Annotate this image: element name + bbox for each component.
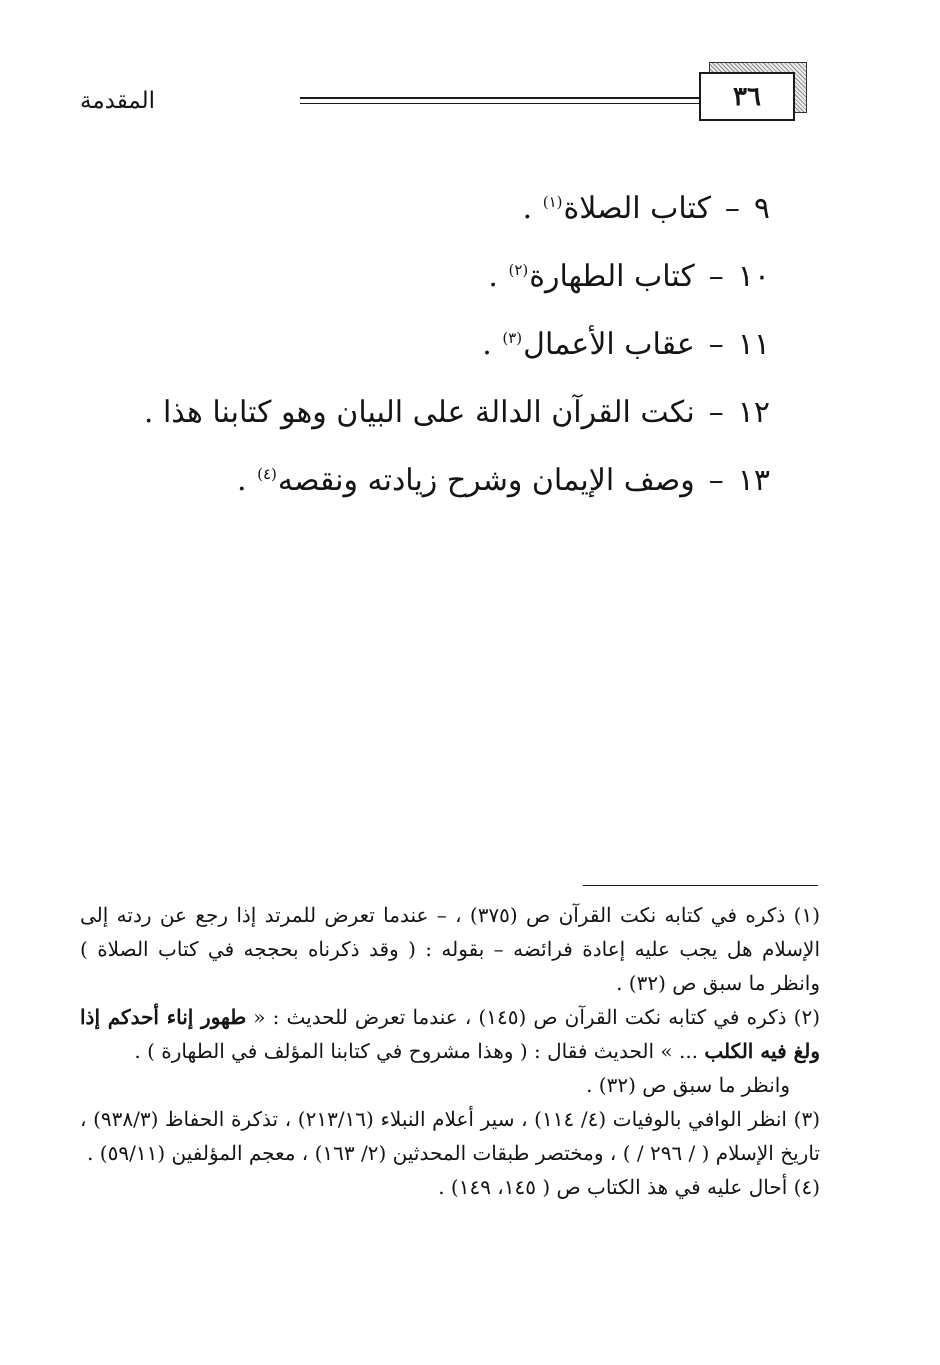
footnote-1: (١) ذكره في كتابه نكت القرآن ص (٣٧٥) ، – عندما تعرض للمرتد إذا رجع عن ردته إلى الإسلام هل يجب عليه إعادة فرائضه – بقوله : ( وقد ذكرناه بحججه في كتاب الصلاة ) وانظر ما سبق ص (٣٢) . <box>80 903 820 995</box>
list-item <box>150 182 770 229</box>
footnote-2 <box>80 1000 820 1068</box>
list-item <box>150 250 770 297</box>
item-end: . <box>522 191 542 226</box>
footnote-ref: (٢) <box>508 261 529 279</box>
item-number: ١٢ <box>737 395 770 430</box>
footnote-2-text-b: ... » الحديث فقال : ( وهذا مشروح في كتابنا المؤلف في الطهارة ) . <box>134 1039 705 1063</box>
section-title: المقدمة <box>80 88 156 114</box>
footnote-3: (٣) انظر الوافي بالوفيات (٤/ ١١٤) ، سير أعلام النبلاء (٢١٣/١٦) ، تذكرة الحفاظ (٩٣٨/٣) ، تاريخ الإسلام ( / ٢٩٦ / ) ، ومختصر طبقات المحدثين (٢/ ١٦٣) ، معجم المؤلفين (٥٩/١١) . <box>80 1107 820 1165</box>
footnote-2-hadith: طهور إناء أحدكم إذا ولغ فيه الكلب <box>80 1005 820 1063</box>
item-end: . <box>488 259 508 294</box>
footnote-separator <box>583 885 818 886</box>
footnotes <box>80 898 820 1204</box>
footnote-ref: (٣) <box>502 329 523 347</box>
item-number: ١١ <box>737 327 770 362</box>
item-number: ١٠ <box>737 259 770 294</box>
item-dash: – <box>708 395 724 430</box>
list-item <box>150 318 770 365</box>
item-end: . <box>237 463 257 498</box>
item-dash: – <box>724 191 740 226</box>
list-item <box>143 386 770 433</box>
item-dash: – <box>708 259 724 294</box>
footnote-ref: (٤) <box>257 465 277 483</box>
item-dash: – <box>708 463 724 498</box>
item-number: ٩ <box>753 191 770 226</box>
item-text: وصف الإيمان وشرح زيادته ونقصه <box>277 463 695 498</box>
footnote-4: (٤) أحال عليه في هذ الكتاب ص ( ١٤٥، ١٤٩) . <box>438 1175 820 1199</box>
header-rule-thick <box>300 97 700 99</box>
page-number: ٣٦ <box>733 81 761 112</box>
list-item <box>150 454 770 501</box>
header-rule-thin <box>300 103 700 104</box>
item-text: كتاب الصلاة <box>563 191 711 226</box>
footnote-2-continuation: وانظر ما سبق ص (٣٢) . <box>586 1073 790 1097</box>
item-text: نكت القرآن الدالة على البيان وهو كتابنا هذا . <box>143 395 695 430</box>
footnote-2-text-a: (٢) ذكره في كتابه نكت القرآن ص (١٤٥) ، عندما تعرض للحديث : « <box>246 1005 821 1029</box>
item-end: . <box>482 327 502 362</box>
item-text: عقاب الأعمال <box>523 327 695 362</box>
footnote-ref: (١) <box>542 193 563 211</box>
item-number: ١٣ <box>737 463 770 498</box>
page-number-box <box>699 72 795 121</box>
item-text: كتاب الطهارة <box>529 259 695 294</box>
item-dash: – <box>708 327 724 362</box>
